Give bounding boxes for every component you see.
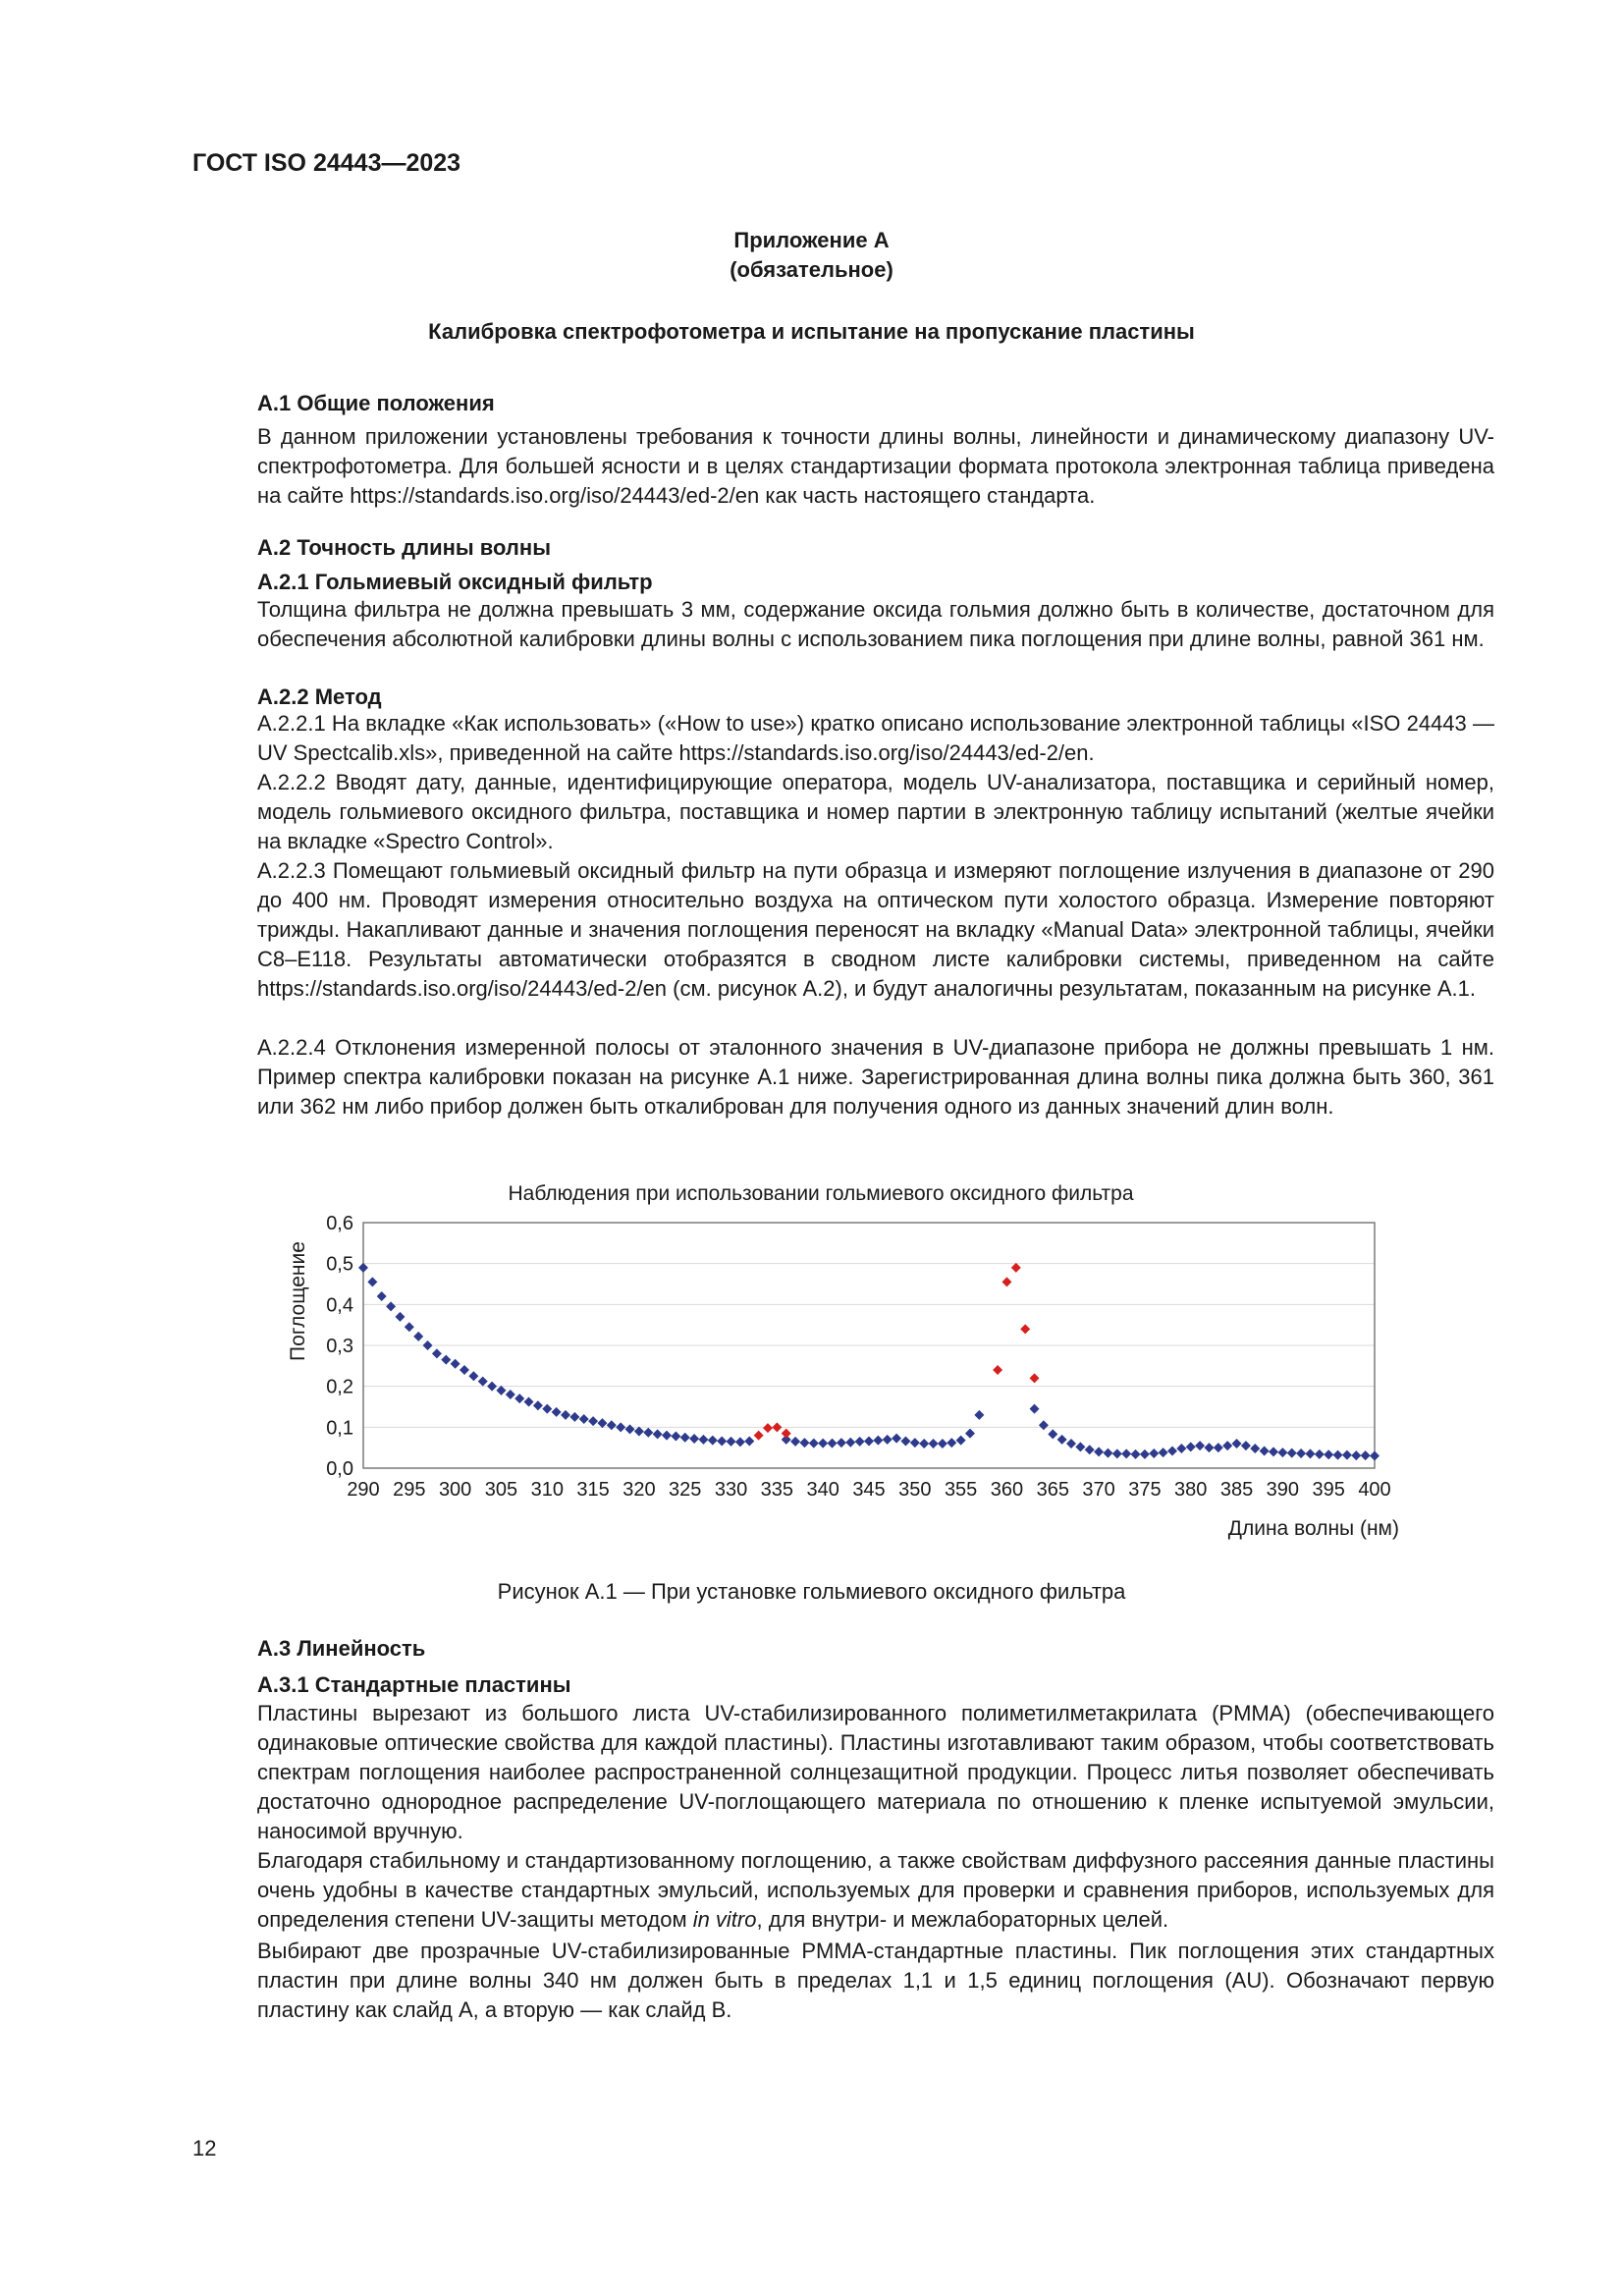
chart-data-point: [1140, 1449, 1150, 1459]
chart-x-tick-label: 290: [347, 1479, 380, 1501]
chart-data-point: [653, 1429, 663, 1439]
chart-data-point: [919, 1439, 929, 1449]
chart-data-point: [717, 1437, 727, 1447]
chart-data-point: [873, 1436, 883, 1446]
chart-data-point: [643, 1428, 653, 1438]
chart-x-axis-label: Длина волны (нм): [1227, 1517, 1399, 1540]
section-a1-text: В данном приложении установлены требования к точности длины волны, линейности и динамическому диапазону UV-спектрофотометра. Для большей ясности и в целях стандартизации формата протокола электронная таблица приведена на сайте https://standards.iso.org/iso/24443/ed-2/en как часть настоящего стандарта.: [257, 424, 1494, 508]
chart-x-tick-label: 315: [576, 1479, 610, 1501]
chart-data-point: [1269, 1447, 1278, 1456]
section-a222-text: А.2.2.2 Вводят дату, данные, идентифицирующие оператора, модель UV-анализатора, поставщика и серийный номер, модель гольмиевого оксидного фильтра, поставщика и номер партии в электронную таблицу испытаний (желтые ячейки на вкладке «Spectro Control».: [257, 770, 1494, 853]
chart-data-point: [569, 1412, 579, 1422]
chart-data-point: [993, 1365, 1002, 1375]
chart-data-point: [956, 1436, 966, 1446]
chart-x-tick-label: 310: [530, 1479, 564, 1501]
chart-data-point: [496, 1386, 506, 1395]
chart-x-tick-label: 350: [898, 1479, 932, 1501]
chart-data-point: [1131, 1449, 1141, 1459]
chart-x-tick-label: 340: [806, 1479, 839, 1501]
chart-data-point: [625, 1424, 635, 1434]
chart-data-point: [1250, 1444, 1260, 1453]
chart-x-tick-label: 305: [484, 1479, 518, 1501]
chart-data-point: [468, 1371, 478, 1381]
chart-x-tick-label: 395: [1312, 1479, 1345, 1501]
chart-data-point: [423, 1340, 433, 1350]
page-number: 12: [192, 2136, 217, 2160]
chart-data-point: [451, 1359, 460, 1369]
chart-data-point: [1030, 1404, 1040, 1414]
chart-data-point: [1030, 1373, 1040, 1383]
chart-data-point: [432, 1348, 442, 1358]
chart-data-point: [680, 1433, 690, 1443]
section-a3-title: А.3 Линейность: [257, 1636, 426, 1661]
section-a31-text-2: Благодаря стабильному и стандартизованному поглощению, а также свойствам диффузного рассеяния данные пластины очень удобны в качестве стандартных эмульсий, используемых для проверки и сравнения приборов, используемых для определения степени UV-защиты методом in vitro, для внутри- и межлабораторных целей.: [257, 1848, 1494, 1932]
appendix-subject: Калибровка спектрофотометра и испытание на пропускание пластины: [428, 319, 1195, 344]
holmium-chart: [265, 1174, 1424, 1557]
chart-data-point: [790, 1437, 800, 1447]
chart-data-point: [662, 1431, 672, 1441]
chart-data-point: [441, 1355, 451, 1365]
chart-data-point: [1260, 1447, 1270, 1456]
section-a31-text-3: Выбирают две прозрачные UV-стабилизированные PMMA-стандартные пластины. Пик поглощения этих стандартных пластин при длине волны 340 нм должен быть в пределах 1,1 и 1,5 единиц поглощения (AU). Обозначают первую пластину как слайд А, а вторую — как слайд В.: [257, 1939, 1494, 2022]
chart-data-point: [1214, 1443, 1223, 1452]
chart-y-tick-label: 0,2: [326, 1376, 353, 1398]
chart-x-tick-label: 385: [1219, 1479, 1254, 1501]
chart-x-tick-label: 390: [1266, 1479, 1300, 1501]
chart-data-point: [883, 1435, 893, 1445]
section-a224-text: А.2.2.4 Отклонения измеренной полосы от эталонного значения в UV-диапазоне прибора не должны превышать 1 нм. Пример спектра калибровки показан на рисунке А.1 ниже. Зарегистрированная длина волны пика должна быть 360, 361 или 362 нм либо прибор должен быть откалиброван для получения одного из данных значений длин волн.: [257, 1035, 1494, 1119]
section-a21-text: Толщина фильтра не должна превышать 3 мм, содержание оксида гольмия должно быть в количестве, достаточном для обеспечения абсолютной калибровки длины волны с использованием пика поглощения при длине волны, равной 361 нм.: [257, 597, 1494, 651]
chart-data-point: [377, 1291, 387, 1301]
chart-data-point: [552, 1407, 562, 1417]
chart-data-point: [1121, 1449, 1131, 1458]
chart-data-point: [689, 1434, 699, 1444]
chart-data-point: [1351, 1450, 1361, 1460]
chart-data-point: [1324, 1449, 1333, 1459]
section-a221-text: А.2.2.1 На вкладке «Как использовать» («How to use») кратко описано использование электронной таблицы «ISO 24443 — UV Spectcalib.xls», приведенной на сайте https://standards.iso.org/iso/24443/ed-2/en.: [257, 711, 1494, 765]
chart-y-tick-label: 0,6: [326, 1213, 353, 1234]
chart-data-point: [1222, 1441, 1232, 1450]
chart-data-point: [405, 1322, 414, 1332]
chart-data-point: [524, 1397, 534, 1407]
chart-data-point: [607, 1420, 617, 1430]
chart-data-point: [1370, 1451, 1380, 1461]
section-a31-text-1: Пластины вырезают из большого листа UV-стабилизированного полиметилметакрилата (PMMA) (обеспечивающего одинаковые оптические свойства для каждой пластины). Пластины изготавливают таким образом, чтобы соответствовать спектрам поглощения наиболее распространенной солнцезащитной продукции. Процесс литья позволяет обеспечивать достаточно однородное распределение UV-поглощающего материала по отношению к пленке испытуемой эмульсии, наносимой вручную.: [257, 1701, 1494, 1843]
chart-data-point: [744, 1437, 754, 1447]
chart-data-point: [1204, 1443, 1214, 1452]
chart-y-tick-label: 0,4: [326, 1294, 353, 1317]
chart-data-point: [460, 1365, 469, 1375]
chart-data-point: [1333, 1450, 1343, 1460]
chart-data-point: [1315, 1449, 1325, 1459]
chart-x-ticks: [347, 1479, 1390, 1501]
section-a31-title: А.3.1 Стандартные пластины: [257, 1672, 571, 1697]
chart-data-point: [386, 1301, 396, 1311]
chart-data-point: [1305, 1449, 1315, 1458]
chart-y-tick-label: 0,5: [326, 1253, 353, 1276]
chart-y-tick-label: 0,3: [326, 1336, 353, 1357]
chart-data-point: [579, 1414, 589, 1424]
chart-data-point: [1342, 1450, 1352, 1460]
chart-y-axis-label: Поглощение: [287, 1241, 309, 1361]
chart-data-point: [616, 1422, 625, 1432]
appendix-status: (обязательное): [730, 257, 893, 282]
chart-y-tick-label: 0,0: [326, 1458, 353, 1480]
chart-data-point: [634, 1427, 644, 1437]
chart-data-point: [947, 1438, 956, 1448]
chart-y-tick-label: 0,1: [326, 1417, 353, 1440]
chart-data-point: [1001, 1277, 1011, 1286]
chart-data-point: [910, 1438, 920, 1448]
chart-data-point: [799, 1438, 809, 1448]
chart-data-point: [938, 1439, 947, 1449]
document-id: ГОСТ ISO 24443—2023: [192, 149, 461, 177]
chart-data-point: [727, 1437, 736, 1447]
chart-data-point: [782, 1429, 791, 1439]
chart-data-point: [1103, 1449, 1112, 1458]
chart-x-tick-label: 370: [1082, 1479, 1115, 1501]
chart-x-tick-label: 380: [1174, 1479, 1208, 1501]
chart-data-point: [506, 1390, 515, 1399]
chart-x-tick-label: 360: [990, 1479, 1024, 1501]
chart-data-point: [478, 1377, 488, 1387]
chart-data-point: [763, 1423, 773, 1433]
chart-x-tick-label: 320: [622, 1479, 656, 1501]
chart-data-point: [1057, 1435, 1067, 1445]
chart-y-ticks: [326, 1213, 353, 1480]
chart-x-tick-label: 375: [1128, 1479, 1162, 1501]
chart-data-point: [818, 1439, 828, 1449]
chart-data-point: [1020, 1324, 1030, 1334]
chart-data-point: [772, 1422, 782, 1432]
chart-data-point: [1075, 1442, 1085, 1451]
chart-data-point: [1176, 1444, 1186, 1453]
chart-x-tick-label: 335: [760, 1479, 794, 1501]
chart-data-point: [1167, 1447, 1177, 1456]
chart-x-tick-label: 345: [852, 1479, 886, 1501]
chart-data-point: [855, 1437, 865, 1447]
chart-data-point: [1066, 1439, 1076, 1449]
appendix-title: Приложение А: [733, 228, 890, 252]
chart-data-point: [542, 1404, 552, 1414]
figure-caption: Рисунок А.1 — При установке гольмиевого оксидного фильтра: [497, 1579, 1126, 1604]
chart-points: [358, 1263, 1380, 1461]
chart-data-point: [864, 1437, 874, 1447]
chart-x-tick-label: 355: [944, 1479, 978, 1501]
chart-data-point: [708, 1436, 718, 1446]
chart-data-point: [671, 1432, 680, 1442]
chart-data-point: [533, 1400, 543, 1410]
chart-data-point: [900, 1437, 910, 1447]
chart-data-point: [597, 1418, 607, 1428]
chart-data-point: [1159, 1448, 1168, 1457]
chart-data-point: [1112, 1449, 1122, 1458]
chart-data-point: [965, 1429, 975, 1439]
chart-data-point: [892, 1434, 901, 1444]
chart-data-point: [929, 1439, 939, 1449]
chart-data-point: [1085, 1445, 1095, 1454]
section-a2-title: А.2 Точность длины волны: [257, 535, 551, 560]
chart-data-point: [845, 1438, 855, 1448]
chart-data-point: [974, 1410, 984, 1420]
chart-data-point: [837, 1438, 846, 1448]
chart-data-point: [1048, 1429, 1057, 1439]
chart-title: Наблюдения при использовании гольмиевого оксидного фильтра: [508, 1182, 1134, 1205]
chart-data-point: [1241, 1441, 1251, 1450]
in-vitro-term: in vitro: [692, 1907, 757, 1932]
chart-data-point: [1011, 1263, 1021, 1273]
chart-data-point: [735, 1437, 745, 1447]
chart-data-point: [809, 1439, 819, 1449]
chart-data-point: [1186, 1442, 1196, 1451]
section-a21-title: А.2.1 Гольмиевый оксидный фильтр: [257, 570, 653, 594]
chart-data-point: [754, 1431, 764, 1441]
chart-data-point: [1361, 1450, 1371, 1460]
chart-data-point: [561, 1410, 570, 1420]
chart-x-tick-label: 295: [393, 1479, 426, 1501]
chart-data-point: [588, 1416, 598, 1426]
chart-data-point: [487, 1382, 497, 1392]
chart-x-tick-label: 325: [669, 1479, 702, 1501]
chart-data-point: [1195, 1441, 1205, 1450]
chart-data-point: [1232, 1439, 1242, 1449]
section-a223-text: А.2.2.3 Помещают гольмиевый оксидный фильтр на пути образца и измеряют поглощение излучения в диапазоне от 290 до 400 нм. Проводят измерения относительно воздуха на оптическом пути холостого образца. Измерение повторяют трижды. Накапливают данные и значения поглощения переносят на вкладку «Manual Data» электронной таблицы, ячейки C8–E118. Результаты автоматически отобразятся в сводном листе калибровки системы, приведенном на сайте https://standards.iso.org/iso/24443/ed-2/en (см. рисунок А.2), и будут аналогичны результатам, показанным на рисунке А.1.: [257, 858, 1494, 1001]
chart-data-point: [514, 1394, 524, 1403]
chart-data-point: [1296, 1449, 1306, 1458]
section-a22-title: А.2.2 Метод: [257, 684, 382, 709]
chart-data-point: [1277, 1448, 1287, 1457]
chart-data-point: [1149, 1449, 1159, 1458]
chart-x-tick-label: 400: [1358, 1479, 1391, 1501]
chart-x-tick-label: 300: [438, 1479, 472, 1501]
chart-data-point: [413, 1332, 423, 1341]
chart-data-point: [1287, 1449, 1297, 1458]
chart-data-point: [358, 1263, 368, 1273]
chart-gridlines: [363, 1264, 1375, 1428]
chart-data-point: [1094, 1447, 1104, 1456]
chart-data-point: [1039, 1420, 1049, 1430]
section-a1-title: А.1 Общие положения: [257, 391, 495, 415]
chart-data-point: [828, 1439, 838, 1449]
chart-data-point: [367, 1277, 377, 1286]
chart-x-tick-label: 365: [1036, 1479, 1069, 1501]
chart-data-point: [395, 1312, 405, 1322]
chart-data-point: [698, 1435, 708, 1445]
chart-x-tick-label: 330: [714, 1479, 748, 1501]
